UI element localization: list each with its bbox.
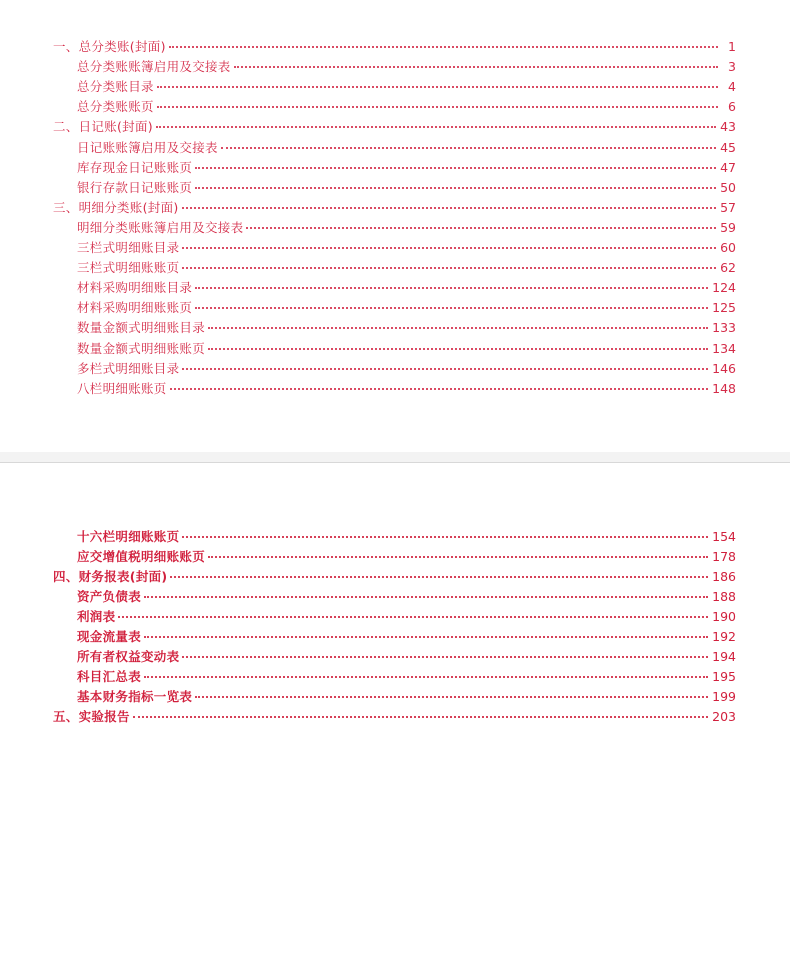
toc-entry-page-number: 3 (728, 59, 736, 75)
toc-entry (77, 339, 736, 359)
toc-entry-title: 二、日记账(封面) (53, 119, 153, 135)
toc-entry-page-number: 50 (720, 179, 736, 195)
toc-entry (77, 318, 736, 338)
toc-dot-leader (157, 106, 718, 108)
toc-dot-leader (118, 616, 708, 618)
toc-entry-title: 三栏式明细账账页 (77, 260, 180, 276)
toc-entry-page-number: 47 (720, 159, 736, 175)
toc-entry-title: 基本财务指标一览表 (77, 689, 193, 704)
toc-dot-leader (182, 656, 708, 658)
toc-entry-title: 一、总分类账(封面) (53, 39, 166, 54)
toc-dot-leader (234, 66, 718, 68)
toc-entry (77, 667, 736, 687)
toc-page-bottom (0, 462, 790, 961)
toc-entry-page-number: 190 (712, 609, 736, 624)
toc-entry (77, 547, 736, 567)
toc-entry-page-number: 194 (712, 649, 736, 664)
toc-entry (77, 158, 736, 178)
toc-entry (77, 627, 736, 647)
toc-dot-leader (133, 716, 708, 718)
toc-entry (53, 117, 736, 137)
toc-entry (77, 97, 736, 117)
toc-page-top (0, 0, 790, 453)
toc-entry-title: 总分类账账簿启用及交接表 (77, 59, 231, 75)
toc-entry-page-number: 203 (712, 709, 736, 724)
toc-entry (77, 527, 736, 547)
toc-entry (53, 37, 736, 57)
toc-dot-leader (182, 247, 716, 249)
toc-dot-leader (144, 596, 708, 598)
toc-dot-leader (195, 167, 716, 169)
toc-entry-title: 总分类账目录 (77, 79, 154, 95)
toc-entry-title: 十六栏明细账账页 (77, 529, 180, 544)
toc-dot-leader (182, 267, 716, 269)
toc-entry-page-number: 188 (712, 589, 736, 604)
toc-entry-page-number: 1 (728, 39, 736, 54)
toc-entry-title: 数量金额式明细账目录 (77, 320, 206, 336)
toc-entry-page-number: 146 (712, 360, 736, 376)
toc-entry-page-number: 124 (712, 280, 736, 296)
toc-entry-page-number: 60 (720, 240, 736, 255)
toc-dot-leader (169, 46, 718, 48)
toc-entry-title: 银行存款日记账账页 (77, 179, 193, 195)
toc-entry (77, 607, 736, 627)
toc-entry (53, 707, 736, 727)
toc-entry-title: 三、明细分类账(封面) (53, 199, 179, 215)
toc-entry (77, 587, 736, 607)
toc-entry-page-number: 133 (712, 320, 736, 336)
toc-entry-title: 数量金额式明细账账页 (77, 340, 206, 356)
toc-entry (77, 298, 736, 318)
toc-entry (77, 178, 736, 198)
toc-entry (77, 218, 736, 238)
toc-entry-title: 五、实验报告 (53, 709, 130, 724)
toc-dot-leader (156, 126, 716, 128)
toc-dot-leader (208, 348, 708, 350)
toc-entry (77, 647, 736, 667)
toc-entry-page-number: 186 (712, 569, 736, 584)
toc-entry-title: 科目汇总表 (77, 669, 142, 684)
toc-entry-title: 应交增值税明细账账页 (77, 549, 206, 564)
toc-entry (77, 687, 736, 707)
toc-entry-title: 日记账账簿启用及交接表 (77, 139, 218, 155)
toc-entry (77, 138, 736, 158)
toc-dot-leader (208, 556, 708, 558)
toc-entry-page-number: 62 (720, 260, 736, 276)
toc-entry-page-number: 134 (712, 340, 736, 356)
toc-dot-leader (182, 368, 708, 370)
toc-entry-page-number: 178 (712, 549, 736, 564)
toc-entry-title: 所有者权益变动表 (77, 649, 180, 664)
toc-entry-page-number: 148 (712, 380, 736, 396)
toc-entry (77, 57, 736, 77)
toc-dot-leader (221, 147, 716, 149)
toc-entry-page-number: 57 (720, 199, 736, 215)
toc-entry-title: 材料采购明细账账页 (77, 300, 193, 316)
toc-entry-title: 四、财务报表(封面) (53, 569, 168, 584)
toc-dot-leader (195, 287, 708, 289)
toc-entry-page-number: 125 (712, 300, 736, 316)
toc-entry-title: 三栏式明细账目录 (77, 240, 180, 255)
toc-entry-page-number: 45 (720, 139, 736, 155)
toc-dot-leader (246, 227, 716, 229)
toc-dot-leader (208, 327, 708, 329)
toc-entry-page-number: 59 (720, 219, 736, 235)
toc-entry-page-number: 199 (712, 689, 736, 704)
toc-entry (77, 238, 736, 258)
toc-entry-title: 多栏式明细账目录 (77, 360, 180, 376)
toc-dot-leader (195, 307, 708, 309)
toc-entry-page-number: 192 (712, 629, 736, 644)
toc-entry-title: 利润表 (77, 609, 116, 624)
toc-entry-title: 明细分类账账簿启用及交接表 (77, 219, 244, 235)
toc-dot-leader (182, 536, 708, 538)
toc-dot-leader (170, 576, 708, 578)
toc-entry-title: 总分类账账页 (77, 99, 154, 115)
toc-dot-leader (144, 636, 708, 638)
toc-entry-title: 八栏明细账账页 (77, 380, 167, 396)
toc-entry-page-number: 6 (728, 99, 736, 115)
toc-entry (77, 359, 736, 379)
toc-dot-leader (195, 187, 716, 189)
toc-entry-title: 现金流量表 (77, 629, 142, 644)
toc-entry (53, 567, 736, 587)
toc-entry (77, 379, 736, 399)
toc-dot-leader (170, 388, 709, 390)
toc-entry-page-number: 43 (720, 119, 736, 135)
toc-entry (77, 258, 736, 278)
toc-entry-page-number: 154 (712, 529, 736, 544)
toc-entry-title: 资产负债表 (77, 589, 142, 604)
toc-dot-leader (195, 696, 708, 698)
toc-dot-leader (157, 86, 718, 88)
toc-entry (77, 278, 736, 298)
toc-entry (53, 198, 736, 218)
toc-entry-title: 库存现金日记账账页 (77, 159, 193, 175)
toc-dot-leader (144, 676, 708, 678)
toc-entry-title: 材料采购明细账目录 (77, 280, 193, 296)
toc-entry-page-number: 195 (712, 669, 736, 684)
toc-entry-page-number: 4 (728, 79, 736, 95)
toc-dot-leader (182, 207, 717, 209)
page-gap (0, 452, 790, 462)
toc-entry (77, 77, 736, 97)
